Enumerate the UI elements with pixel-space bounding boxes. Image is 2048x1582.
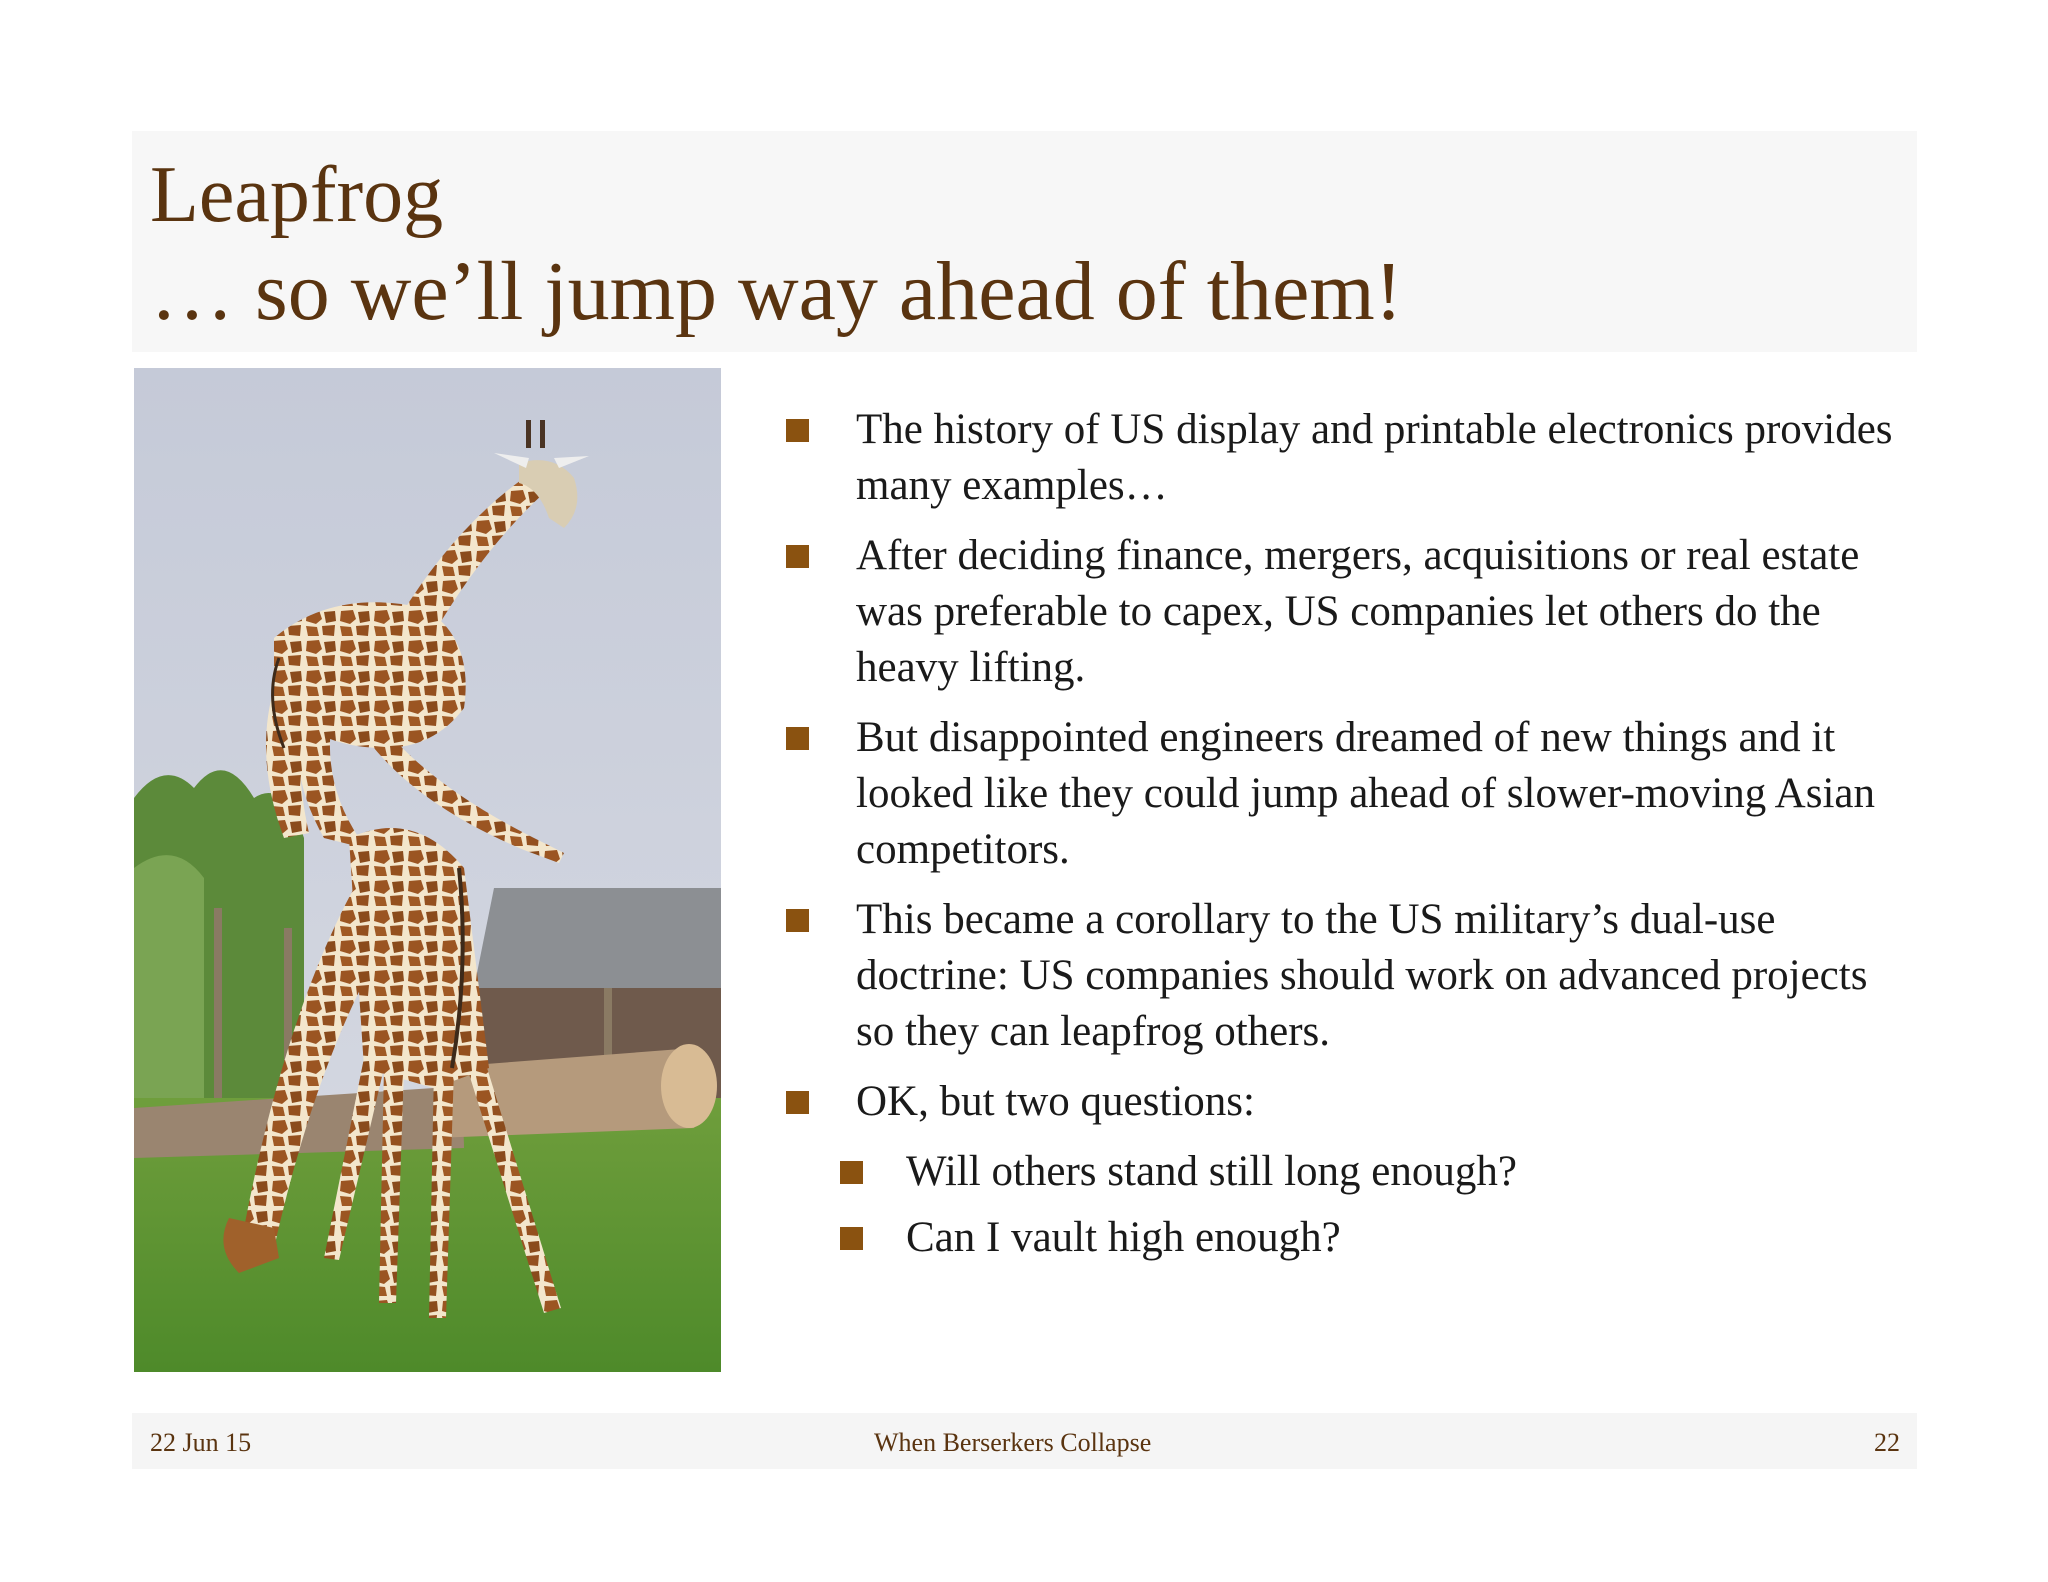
bullet-text: But disappointed engineers dreamed of new things and it looked like they could jump ahead of slower-moving Asian competitors. — [856, 714, 1875, 873]
slide-title: Leapfrog — [150, 151, 444, 239]
bullet-text: OK, but two questions: — [856, 1078, 1255, 1125]
bullet-text: The history of US display and printable electronics provides many examples… — [856, 406, 1893, 509]
square-bullet-icon — [786, 419, 809, 442]
slide-subtitle: … so we’ll jump way ahead of them! — [150, 245, 1403, 338]
sub-bullet-item — [780, 1210, 1910, 1266]
bullet-list — [780, 402, 1910, 1276]
bullet-item — [780, 528, 1910, 696]
giraffe-leapfrog-photo — [134, 368, 721, 1372]
square-bullet-icon — [786, 909, 809, 932]
footer-presentation-title: When Berserkers Collapse — [874, 1428, 1152, 1457]
giraffe-photo-illustration — [134, 368, 721, 1372]
bullet-text: Can I vault high enough? — [906, 1214, 1341, 1261]
bullet-item — [780, 1074, 1910, 1130]
bullet-text: Will others stand still long enough? — [906, 1148, 1517, 1195]
bullet-text: After deciding finance, mergers, acquisitions or real estate was preferable to capex, US companies let others do the heavy lifting. — [856, 532, 1860, 691]
square-bullet-icon — [786, 545, 809, 568]
footer-date: 22 Jun 15 — [150, 1428, 252, 1457]
square-bullet-icon — [786, 727, 809, 750]
bullet-text: This became a corollary to the US military’s dual-use doctrine: US companies should work on advanced projects so they can leapfrog others. — [856, 896, 1868, 1055]
footer-page-number: 22 — [1874, 1428, 1900, 1457]
sub-bullet-item — [780, 1144, 1910, 1200]
bullet-item — [780, 892, 1910, 1060]
square-bullet-icon — [786, 1091, 809, 1114]
bullet-item — [780, 402, 1910, 514]
square-bullet-icon — [840, 1227, 863, 1250]
bullet-item — [780, 710, 1910, 878]
square-bullet-icon — [840, 1161, 863, 1184]
